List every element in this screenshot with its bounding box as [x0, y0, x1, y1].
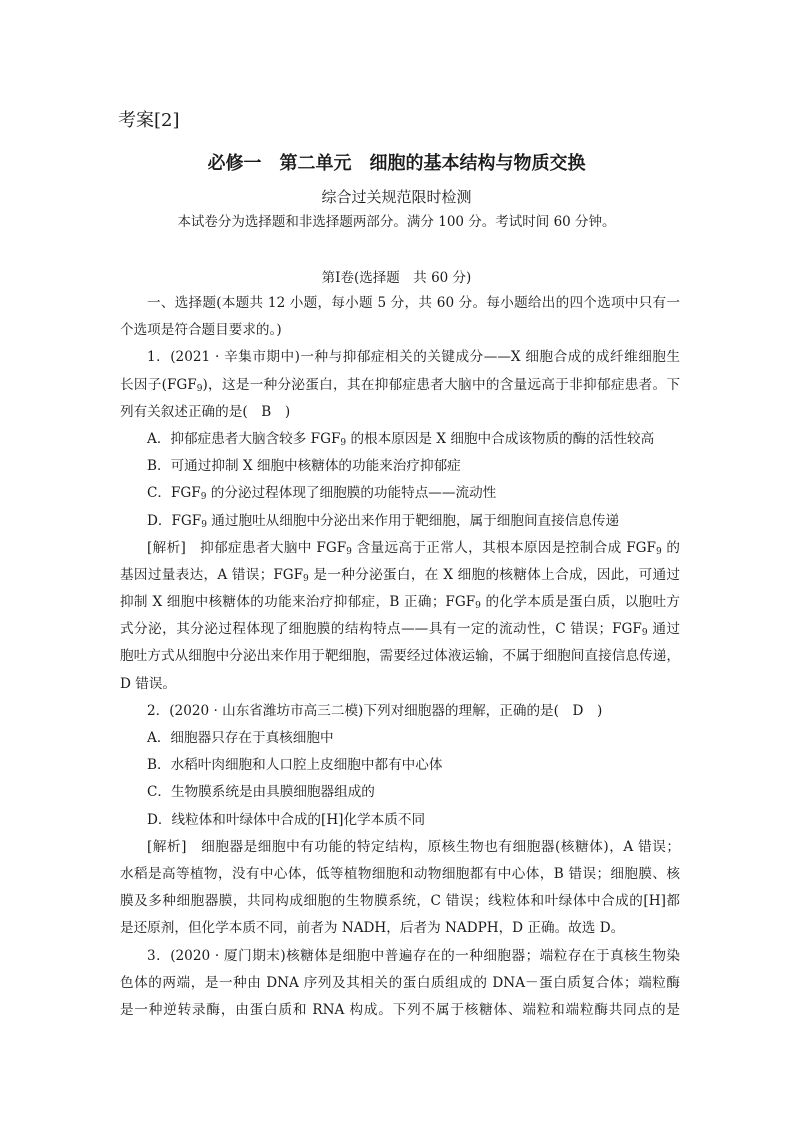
q1-analysis-line: D 错误。: [120, 675, 177, 692]
q2-analysis-line: 是还原剂，但化学本质不同，前者为 NADH，后者为 NADPH，D 正确。故选 D。: [120, 920, 625, 937]
q1-stem-line: 长因子$(FGF_9)$，这是一种分泌蛋白，其在抑郁症患者大脑中的含量远高于非抑郁症患者。下: [120, 376, 680, 394]
q2-option-a: A．细胞器只存在于真核细胞中: [147, 730, 334, 746]
q1-stem-line: 列有关叙述正确的是( B ): [120, 403, 291, 420]
q1-analysis-line: 式分泌，其分泌过程体现了细胞膜的结构特点——具有一定的流动性，C 错误；$FGF_9$ 通过: [120, 621, 680, 639]
q3-stem-line: 色体的两端，是一种由 DNA 序列及其相关的蛋白质组成的 DNA－蛋白质复合体；端粒酶: [120, 974, 680, 991]
q1-option-c: C．$FGF_9$ 的分泌过程体现了细胞膜的功能特点——流动性: [147, 485, 497, 503]
question-body: [120, 290, 680, 1024]
q1-option-b: B．可通过抑制 X 细胞中核糖体的功能来治疗抑郁症: [147, 458, 461, 475]
q1-analysis-line: [解析] 抑郁症患者大脑中 $FGF_9$ 含量远高于正常人，其根本原因是控制合成 $FGF_9$ 的: [147, 539, 680, 557]
page-subtitle: 综合过关规范限时检测: [321, 188, 472, 206]
q2-analysis-line: [解析] 细胞器是细胞中有功能的特定结构，原核生物也有细胞器(核糖体)，A 错误；: [147, 838, 680, 855]
q2-option-d: D．线粒体和叶绿体中合成的[H]化学本质不同: [147, 811, 426, 828]
q2-stem: 2．(2020 · 山东省潍坊市高三二模)下列对细胞器的理解，正确的是( D ): [147, 702, 603, 719]
q1-option-a: A．抑郁症患者大脑含较多 $FGF_9$ 的根本原因是 X 细胞中合成该物质的酶的活性较高: [147, 430, 655, 448]
q1-stem-line: 1．(2021 · 辛集市期中)一种与抑郁症相关的关键成分——X 细胞合成的成纤维细胞生: [147, 349, 680, 366]
q1-option-d: D．$FGF_9$ 通过胞吐从细胞中分泌出来作用于靶细胞，属于细胞间直接信息传递: [147, 512, 620, 530]
q1-analysis-line: 抑制 X 细胞中核糖体的功能来治疗抑郁症，B 正确；$FGF_9$ 的化学本质是蛋白质，以胞吐方: [120, 594, 680, 612]
q3-stem-line: 是一种逆转录酶，由蛋白质和 RNA 构成。下列不属于核糖体、端粒和端粒酶共同点的是: [120, 1001, 680, 1018]
q2-option-c: C．生物膜系统是由具膜细胞器组成的: [147, 784, 375, 801]
part-heading: 第Ⅰ卷(选择题 共 60 分): [321, 270, 472, 286]
q2-option-b: B．水稻叶肉细胞和人口腔上皮细胞中都有中心体: [147, 757, 443, 774]
instructions-line: 一、选择题(本题共 12 小题，每小题 5 分，共 60 分。每小题给出的四个选项中只有一: [147, 295, 680, 311]
q1-analysis-line: 胞吐方式从细胞中分泌出来作用于靶细胞，需要经过体液运输，不属于细胞间直接信息传递，: [120, 648, 680, 665]
page-title: 必修一 第二单元 细胞的基本结构与物质交换: [207, 153, 586, 174]
instructions-line: 个选项是符合题目要求的。): [120, 322, 282, 339]
q2-analysis-line: 膜及多种细胞器膜，共同构成细胞的生物膜系统，C 错误；线粒体和叶绿体中合成的[H]都: [120, 893, 680, 910]
case-label: 考案[2]: [118, 110, 180, 131]
q1-analysis-line: 基因过量表达，A 错误；$FGF_9$ 是一种分泌蛋白，在 X 细胞的核糖体上合成，因此，可通过: [120, 566, 680, 584]
q2-analysis-line: 水稻是高等植物，没有中心体，低等植物细胞和动物细胞都有中心体，B 错误；细胞膜、核: [120, 865, 680, 882]
exam-intro: 本试卷分为选择题和非选择题两部分。满分 100 分。考试时间 60 分钟。: [177, 214, 616, 230]
q3-stem-line: 3．(2020 · 厦门期末)核糖体是细胞中普遍存在的一种细胞器；端粒存在于真核生物染: [147, 947, 680, 964]
